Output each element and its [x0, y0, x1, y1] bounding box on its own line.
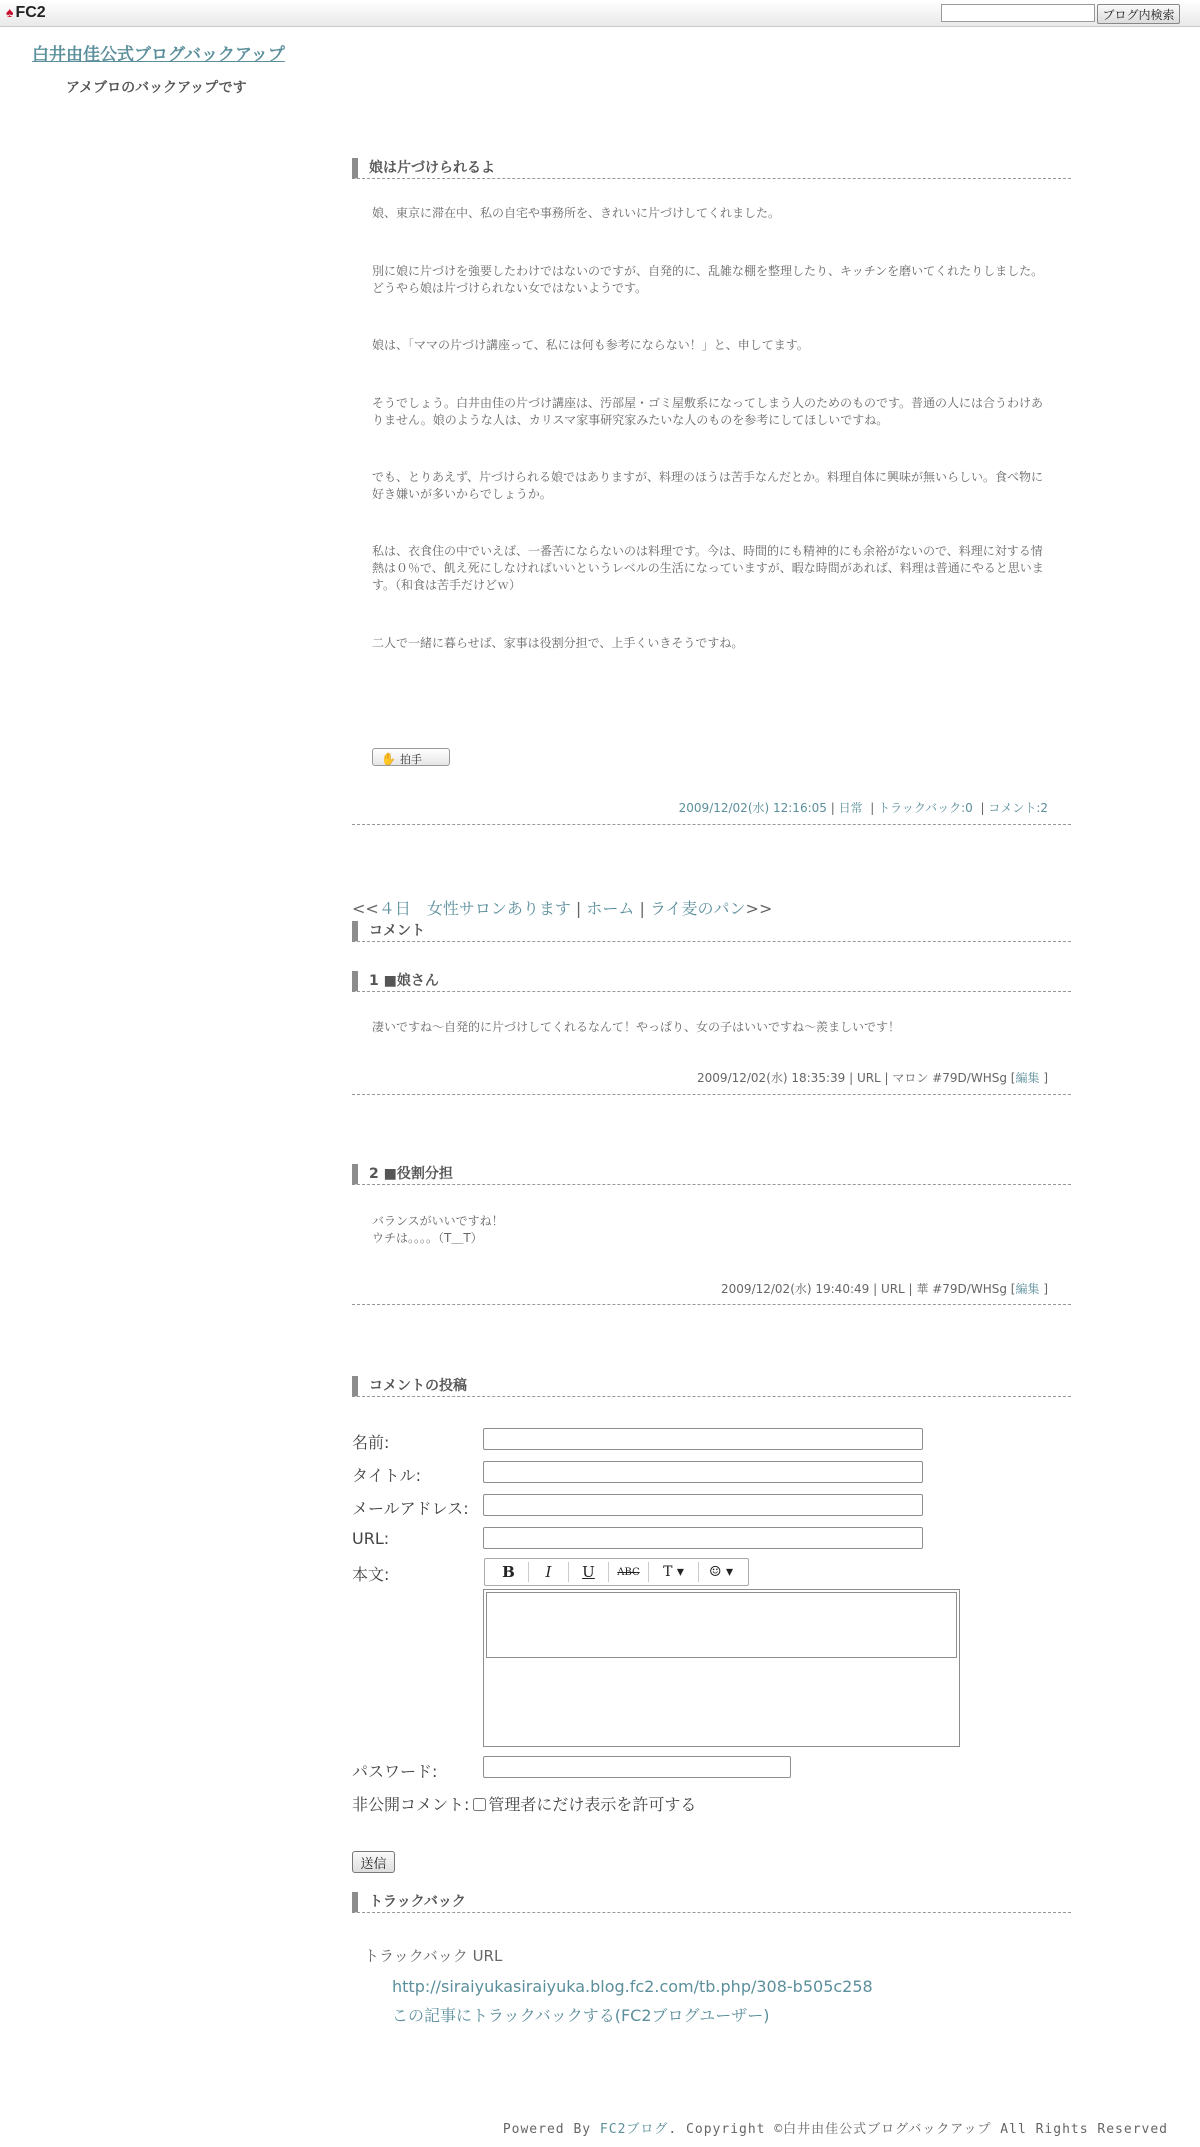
entry-comment-link[interactable]: コメント:2: [988, 801, 1048, 815]
entry-paragraph: 娘は、「ママの片づけ講座って、私には何も参考にならない！」と、申してます。: [372, 338, 809, 352]
trackback-heading: トラックバック: [352, 1892, 1071, 1913]
trackback-url-link[interactable]: http://siraiyukasiraiyuka.blog.fc2.com/tb.php/308-b505c258: [392, 1977, 873, 1996]
fc2-header-bar: [0, 0, 1200, 27]
entry-date-link[interactable]: 2009/12/02(水) 12:16:05: [678, 801, 827, 815]
comment-divider: [352, 1304, 1071, 1305]
emoji-button[interactable]: ☺ ▾: [708, 1564, 734, 1580]
comment-body-editor-area[interactable]: [486, 1592, 957, 1658]
entry-paragraph: 二人で一緒に暮らせば、家事は役割分担で、上手くいきそうですね。: [372, 636, 744, 650]
password-label: パスワード:: [352, 1762, 438, 1781]
comment-edit-link[interactable]: 編集: [1015, 1071, 1040, 1085]
entry-trackback-link[interactable]: トラックバック:0: [878, 801, 973, 815]
comment-edit-link[interactable]: 編集: [1015, 1282, 1040, 1296]
comment-title: 1 ■娘さん: [352, 971, 1071, 992]
fc2-logo[interactable]: ♠ FC2: [6, 4, 46, 21]
comment-divider: [352, 1094, 1071, 1095]
prev-post-link[interactable]: ４日 女性サロンあります: [378, 899, 571, 918]
clap-button[interactable]: ✋ 拍手: [372, 748, 450, 766]
comment-form-heading: コメントの投稿: [352, 1376, 1071, 1397]
comment-body-line: ウチは。。。。（T＿T）: [372, 1231, 483, 1245]
comments-heading: コメント: [352, 921, 1071, 942]
comment-body-line: バランスがいいですね！: [372, 1214, 504, 1228]
comment-meta: 2009/12/02(水) 18:35:39 | URL | マロン #79D/WHSg [編集 ]: [697, 1071, 1048, 1085]
fc2-logo-icon: ♠: [6, 4, 14, 20]
title-label: タイトル:: [352, 1466, 422, 1485]
send-trackback-link[interactable]: この記事にトラックバックする(FC2ブログユーザー): [392, 2006, 770, 2025]
entry-paragraph: 別に娘に片づけを強要したわけではないのですが、自発的に、乱雑な棚を整理したり、キッチンを磨いてくれたりしました。どうやら娘は片づけられない女ではないようです。: [372, 264, 1044, 295]
site-title-link[interactable]: 白井由佳公式ブログバックアップ: [32, 45, 285, 65]
next-post-link[interactable]: ライ麦のパン: [650, 899, 746, 918]
comment-title: 2 ■役割分担: [352, 1164, 1071, 1185]
private-comment-row: 非公開コメント: 管理者にだけ表示を許可する: [352, 1795, 697, 1814]
url-input[interactable]: [483, 1527, 923, 1549]
name-input[interactable]: [483, 1428, 923, 1450]
private-comment-checkbox[interactable]: [473, 1798, 486, 1811]
trackback-url-label: トラックバック URL: [364, 1947, 503, 1965]
submit-button[interactable]: 送信: [352, 1851, 395, 1873]
private-comment-checkbox-label: 管理者にだけ表示を許可する: [488, 1795, 697, 1814]
title-input[interactable]: [483, 1461, 923, 1483]
entry-paragraph: そうでしょう。白井由佳の片づけ講座は、汚部屋・ゴミ屋敷系になってしまう人のためのものです。普通の人には合うわけありません。娘のような人は、カリスマ家事研究家みたいな人のものを参考にしてほしいですね。: [372, 396, 1044, 427]
blog-search-button[interactable]: ブログ内検索: [1097, 4, 1180, 24]
url-label: URL:: [352, 1529, 390, 1548]
font-color-button[interactable]: T ▾: [649, 1562, 699, 1582]
email-input[interactable]: [483, 1494, 923, 1516]
comment-body: 凄いですね〜自発的に片づけしてくれるなんて！やっぱり、女の子はいいですね〜羨ましいです！: [372, 1020, 901, 1034]
bold-button[interactable]: B: [489, 1562, 529, 1582]
comment-meta: 2009/12/02(水) 19:40:49 | URL | 華 #79D/WHSg [編集 ]: [721, 1282, 1048, 1296]
post-navigation: <<４日 女性サロンあります | ホーム | ライ麦のパン>>: [352, 899, 773, 918]
entry-paragraph: 私は、衣食住の中でいえば、一番苦にならないのは料理です。今は、時間的にも精神的にも余裕がないので、料理に対する情熱は０％で、飢え死にしなければいいというレベルの生活になっていますが、暇な時間があれば、料理は普通にやると思います。（和食は苦手だけどｗ）: [372, 544, 1044, 592]
home-link[interactable]: ホーム: [586, 899, 635, 918]
entry-paragraph: でも、とりあえず、片づけられる娘ではありますが、料理のほうは苦手なんだとか。料理自体に興味が無いらしい。食べ物に好き嫌いが多いからでしょうか。: [372, 470, 1044, 501]
clap-hand-icon: ✋: [381, 752, 396, 766]
entry-category-link[interactable]: 日常: [838, 801, 863, 815]
editor-toolbar: [484, 1558, 749, 1586]
entry-divider: [352, 824, 1071, 825]
blog-search-input[interactable]: [941, 4, 1095, 22]
footer: Powered By FC2ブログ. Copyright ©白井由佳公式ブログバックアップ All Rights Reserved: [502, 2122, 1168, 2137]
password-input[interactable]: [483, 1756, 791, 1778]
entry-title: 娘は片づけられるよ: [352, 158, 1071, 179]
name-label: 名前:: [352, 1433, 390, 1452]
strikethrough-button[interactable]: ABC: [609, 1562, 649, 1582]
entry-paragraph: 娘、東京に滞在中、私の自宅や事務所を、きれいに片づけしてくれました。: [372, 206, 781, 220]
underline-button[interactable]: U: [569, 1562, 609, 1582]
entry-meta: 2009/12/02(水) 12:16:05 | 日常 | トラックバック:0 | コメント:2: [678, 801, 1048, 815]
italic-button[interactable]: I: [529, 1562, 569, 1582]
fc2-blog-link[interactable]: FC2ブログ: [599, 2122, 669, 2137]
body-label: 本文:: [352, 1565, 390, 1584]
email-label: メールアドレス:: [352, 1499, 469, 1518]
site-description: アメブロのバックアップです: [66, 80, 247, 96]
